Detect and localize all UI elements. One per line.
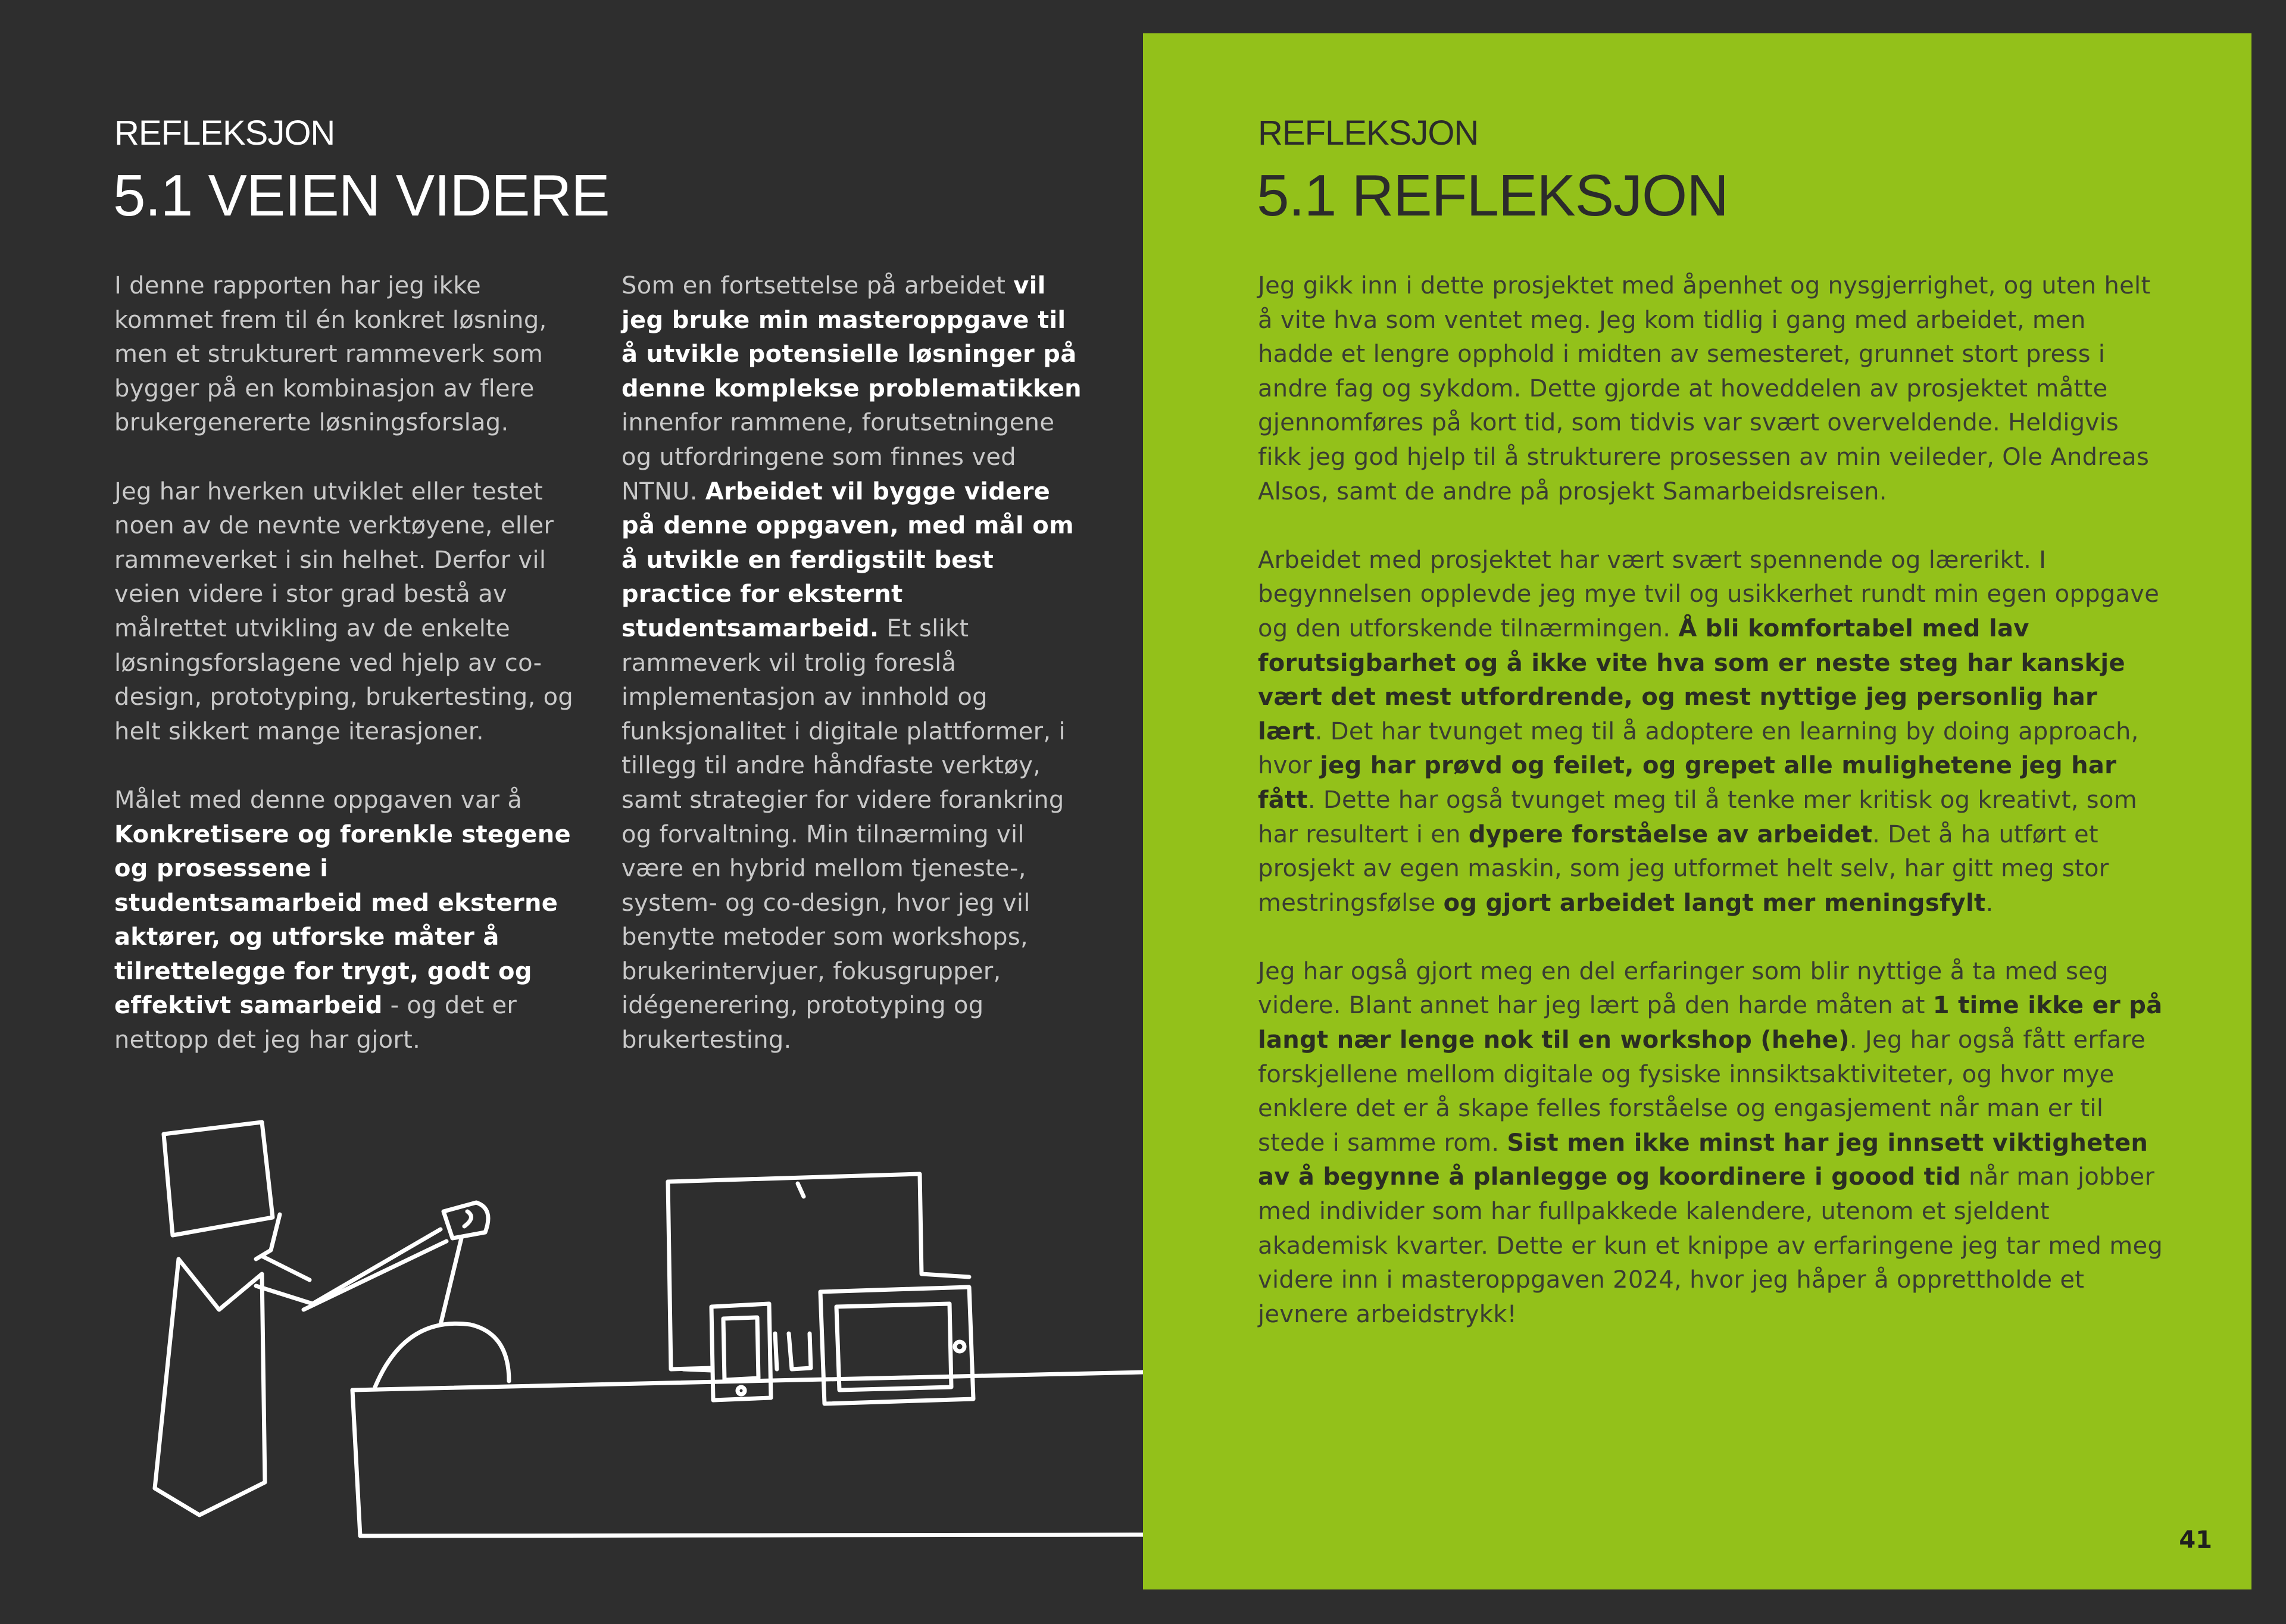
paragraph: I denne rapporten har jeg ikke kommet frem til én konkret løsning, men et strukturert rammeverk som bygger på en kombinasjon av flere brukergenererte løsningsforslag. bbox=[114, 272, 547, 437]
emphasis: vil jeg bruke min masteroppgave til å utvikle potensielle løsninger på denne komplekse problematikken bbox=[622, 272, 1082, 402]
left-column-1 bbox=[114, 269, 579, 1092]
text: Målet med denne oppgaven var å bbox=[114, 786, 523, 814]
text: - og det er nettopp det jeg har gjort. bbox=[114, 992, 517, 1054]
text: Arbeidet med prosjektet har vært svært spennende og lærerikt. I begynnelsen opplevde jeg mye tvil og usikkerhet rundt min egen oppgave og den utforskende tilnærmingen. bbox=[1258, 546, 2160, 642]
emphasis: 1 time ikke er på langt nær lenge nok til en workshop (hehe) bbox=[1258, 992, 2163, 1054]
text: . Det har tvunget meg til å adoptere en learning by doing approach, hvor bbox=[1258, 717, 2139, 780]
text: . Det å ha utført et prosjekt av egen maskin, som jeg utformet helt selv, har gitt meg stor mestringsfølse bbox=[1258, 820, 2109, 917]
text: . Jeg har også fått erfare forskjellene mellom digitale og fysiske innsiktsaktiviteter, og hvor mye enklere det er å skape felles forståelse og engasjement når man er til stede i samme rom. bbox=[1258, 1026, 2146, 1157]
right-page-title: 5.1 REFLEKSJON bbox=[1257, 163, 1729, 228]
paragraph bbox=[1258, 955, 2169, 1332]
left-page-title: 5.1 VEIEN VIDERE bbox=[113, 163, 610, 228]
emphasis: jeg har prøvd og feilet, og grepet alle mulighetene jeg har fått bbox=[1258, 752, 2117, 814]
monitor-icon bbox=[668, 1174, 969, 1277]
page-number: 41 bbox=[2179, 1526, 2212, 1554]
paragraph: Jeg gikk inn i dette prosjektet med åpenhet og nysgjerrighet, og uten helt å vite hva som ventet meg. Jeg kom tidlig i gang med arbeidet, men hadde et lengre opphold i midten av semesteret, grunnet stort press i andre fag og sykdom. Dette gjorde at hoveddelen av prosjektet måtte gjennomføres på kort tid, som tidvis var svært overveldende. Heldigvis fikk jeg god hjelp til å strukturere prosessen av min veileder, Ole Andreas Alsos, samt de andre på prosjekt Samarbeidsreisen. bbox=[1258, 272, 2151, 505]
text: når man jobber med individer som har fullpakkede kalendere, utenom et sjeldent akademisk kvarter. Dette er kun et knippe av erfaringene jeg tar med meg videre inn i masteroppgaven 2024, hvor jeg håper å opprettholde et jevnere arbeidstrykk! bbox=[1258, 1163, 2163, 1328]
left-eyebrow: REFLEKSJON bbox=[114, 114, 335, 152]
paragraph bbox=[622, 269, 1086, 1058]
person-body bbox=[155, 1259, 265, 1515]
emphasis: Sist men ikke minst har jeg innsett viktigheten av å begynne å planlegge og koordinere i goood tid bbox=[1258, 1129, 2148, 1191]
text: . Dette har også tvunget meg til å tenke mer kritisk og kreativt, som har resultert i en bbox=[1258, 786, 2137, 848]
paragraph bbox=[114, 783, 579, 1058]
text: innenfor rammene, forutsetningene og utfordringene som finnes ved NTNU. bbox=[622, 409, 1055, 505]
text: Som en fortsettelse på arbeidet bbox=[622, 272, 1014, 299]
left-column-2 bbox=[622, 269, 1086, 1092]
paragraph: Jeg har hverken utviklet eller testet noen av de nevnte verktøyene, eller rammeverket i sin helhet. Derfor vil veien videre i stor grad bestå av målrettet utvikling av de enkelte løsningsforslagene ved hjelp av co-design, prototyping, brukertesting, og helt sikkert mange iterasjoner. bbox=[114, 477, 574, 745]
desk-lamp-icon bbox=[444, 1203, 488, 1238]
right-page bbox=[1143, 33, 2251, 1589]
text: . bbox=[1985, 889, 1994, 917]
right-eyebrow: REFLEKSJON bbox=[1258, 114, 1479, 152]
right-body-text bbox=[1258, 269, 2169, 1366]
emphasis: Konkretisere og forenkle stegene og prosessene i studentsamarbeid med eksterne aktører, og utforske måter å tilrettelegge for trygt, godt og effektivt samarbeid bbox=[114, 820, 571, 1020]
emphasis: Arbeidet vil bygge videre på denne oppgaven, med mål om å utvikle en ferdigstilt best practice for eksternt studentsamarbeid. bbox=[622, 477, 1075, 642]
emphasis: dypere forståelse av arbeidet bbox=[1468, 820, 1873, 848]
emphasis: og gjort arbeidet langt mer meningsfylt bbox=[1443, 889, 1986, 917]
text: Jeg har også gjort meg en del erfaringer som blir nyttige å ta med seg videre. Blant annet har jeg lært på den harde måten at bbox=[1258, 957, 2109, 1020]
text: Et slikt rammeverk vil trolig foreslå implementasjon av innhold og funksjonalitet i digitale plattformer, i tillegg til andre håndfaste verktøy, samt strategier for videre forankring og forvaltning. Min tilnærming vil være en hybrid mellom tjeneste-, system- og co-design, hvor jeg vil benytte metoder som workshops, brukerintervjuer, fokusgrupper, idégenerering, prototyping og brukertesting. bbox=[622, 614, 1066, 1054]
person-at-desk-illustration bbox=[0, 1101, 1143, 1578]
paragraph bbox=[1258, 544, 2169, 921]
person-head bbox=[164, 1122, 273, 1235]
emphasis: Å bli komfortabel med lav forutsigbarhet og å ikke vite hva som er neste steg har kanskje vært det mest utfordrende, og mest nyttige jeg personlig har lært bbox=[1258, 614, 2125, 745]
